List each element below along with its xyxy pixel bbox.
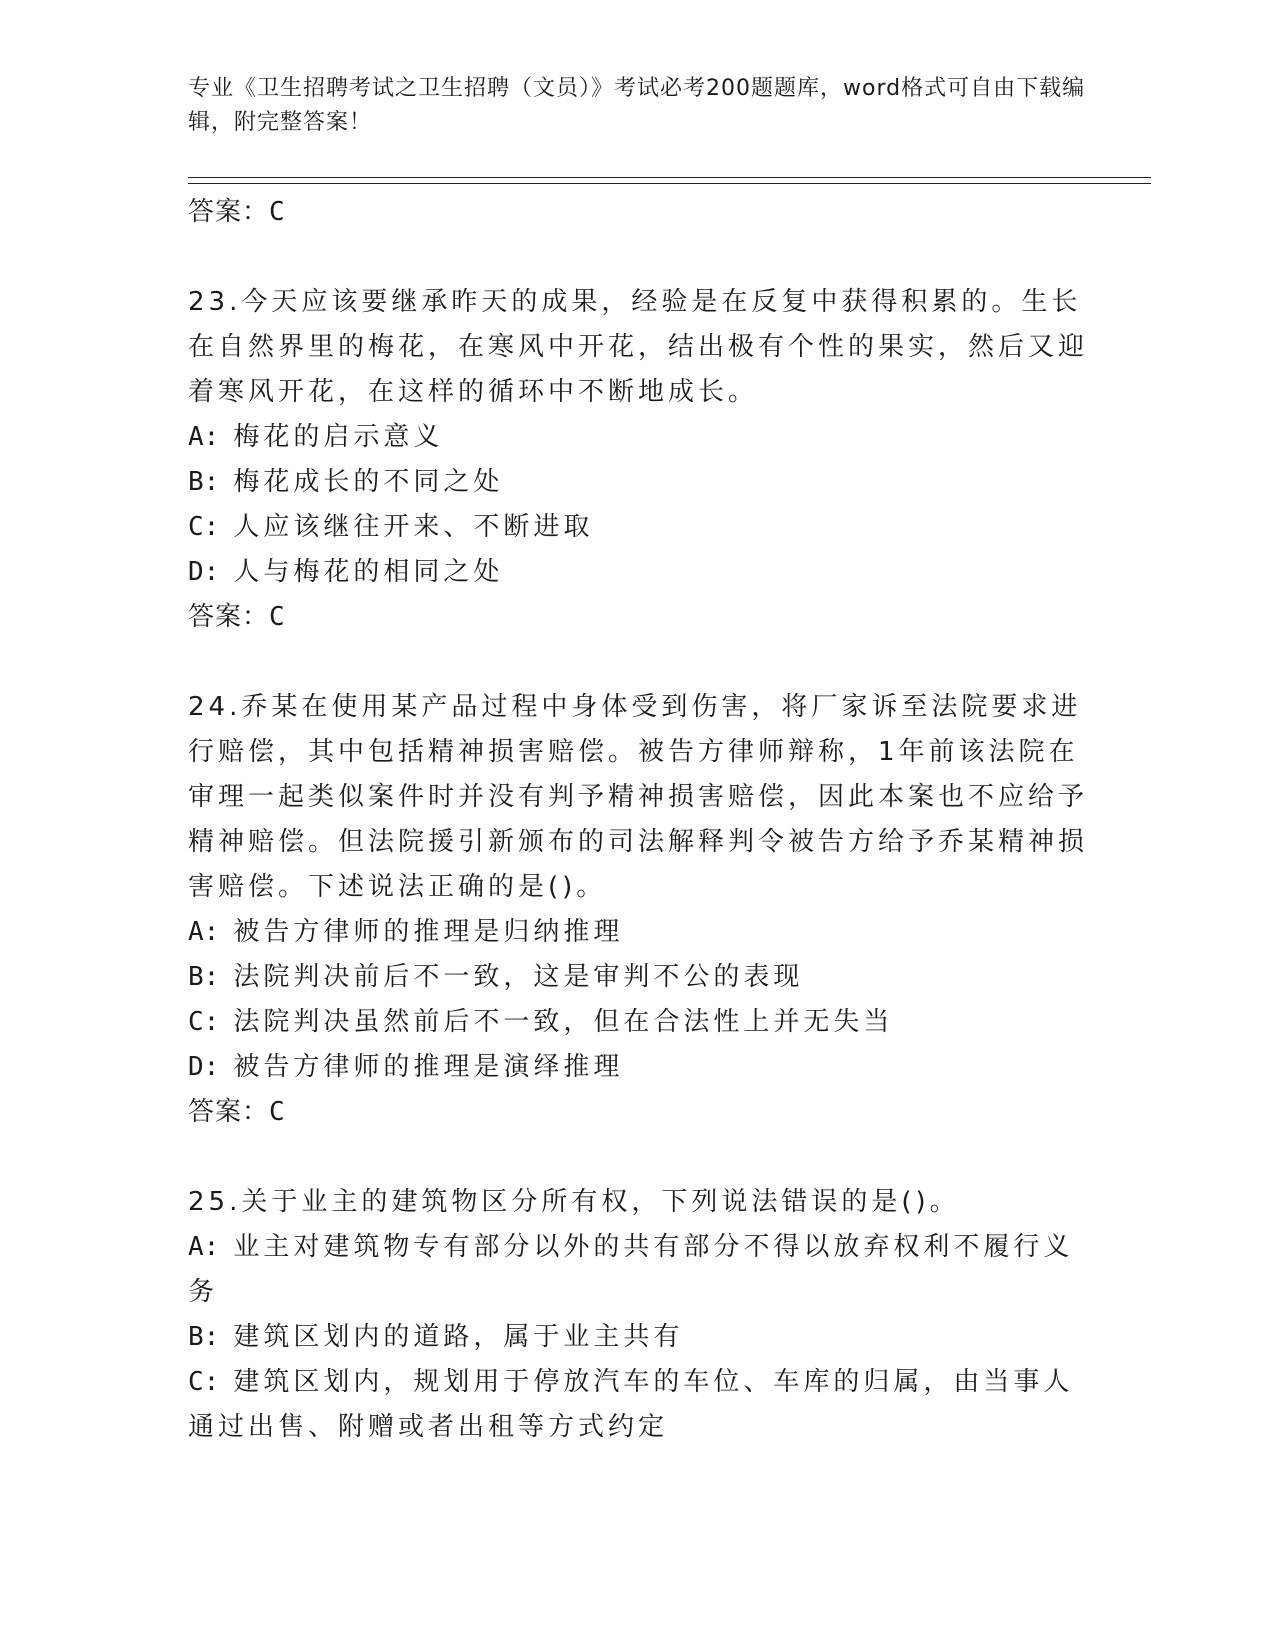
option-b: [188, 1315, 1088, 1360]
option-b: [188, 955, 1088, 1000]
question-stem: 25.关于业主的建筑物区分所有权，下列说法错误的是()。: [188, 1187, 960, 1217]
option-a: [188, 415, 1088, 460]
header-rule-top: [188, 177, 1151, 178]
option-label: A:: [188, 422, 220, 452]
option-text: 业主对建筑物专有部分以外的共有部分不得以放弃权利不履行义务: [188, 1232, 1074, 1307]
option-text: 人应该继往开来、不断进取: [233, 512, 594, 542]
option-text: 法院判决虽然前后不一致，但在合法性上并无失当: [233, 1007, 894, 1037]
option-label: A:: [188, 1232, 220, 1262]
option-text: 梅花成长的不同之处: [233, 467, 504, 497]
document-body: [188, 190, 1088, 1450]
option-text: 被告方律师的推理是演绎推理: [233, 1052, 624, 1082]
option-label: D:: [188, 557, 220, 587]
option-label: C:: [188, 1007, 220, 1037]
answer-label: 答案：: [188, 197, 270, 227]
answer-value: C: [269, 1097, 286, 1127]
option-text: 被告方律师的推理是归纳推理: [233, 917, 624, 947]
option-label: C:: [188, 512, 220, 542]
option-c: [188, 505, 1088, 550]
option-text: 人与梅花的相同之处: [233, 557, 504, 587]
option-label: B:: [188, 467, 220, 497]
option-text: 梅花的启示意义: [233, 422, 444, 452]
option-text: 建筑区划内的道路，属于业主共有: [233, 1322, 684, 1352]
header-rule-bottom: [188, 183, 1151, 184]
question-stem: 24.乔某在使用某产品过程中身体受到伤害，将厂家诉至法院要求进行赔偿，其中包括精神损害赔偿。被告方律师辩称，1年前该法院在审理一起类似案件时并没有判予精神损害赔偿，因此本案也不应给予精神赔偿。但法院援引新颁布的司法解释判令被告方给予乔某精神损害赔偿。下述说法正确的是()。: [188, 692, 1089, 902]
option-label: B:: [188, 1322, 220, 1352]
option-label: D:: [188, 1052, 220, 1082]
option-a: [188, 910, 1088, 955]
option-c: [188, 1360, 1088, 1450]
option-b: [188, 460, 1088, 505]
option-d: [188, 1045, 1088, 1090]
option-c: [188, 1000, 1088, 1045]
answer-line: [188, 190, 1088, 234]
answer-label: 答案：: [188, 602, 270, 632]
answer-label: 答案：: [188, 1097, 270, 1127]
answer-line: [188, 595, 1088, 639]
option-a: [188, 1225, 1088, 1315]
answer-value: C: [269, 197, 286, 227]
question-23: [188, 280, 1088, 639]
option-label: B:: [188, 962, 220, 992]
answer-line: [188, 1090, 1088, 1134]
option-text: 建筑区划内，规划用于停放汽车的车位、车库的归属，由当事人通过出售、附赠或者出租等方式约定: [188, 1367, 1074, 1442]
question-24: [188, 685, 1088, 1134]
answer-value: C: [269, 602, 286, 632]
page-header: 专业《卫生招聘考试之卫生招聘（文员）》考试必考200题题库，word格式可自由下载编辑，附完整答案！: [188, 76, 1086, 135]
question-stem: 23.今天应该要继承昨天的成果，经验是在反复中获得积累的。生长在自然界里的梅花，在寒风中开花，结出极有个性的果实，然后又迎着寒风开花，在这样的循环中不断地成长。: [188, 287, 1089, 407]
option-text: 法院判决前后不一致，这是审判不公的表现: [233, 962, 804, 992]
option-label: C:: [188, 1367, 220, 1397]
option-label: A:: [188, 917, 220, 947]
option-d: [188, 550, 1088, 595]
question-25: [188, 1180, 1088, 1450]
